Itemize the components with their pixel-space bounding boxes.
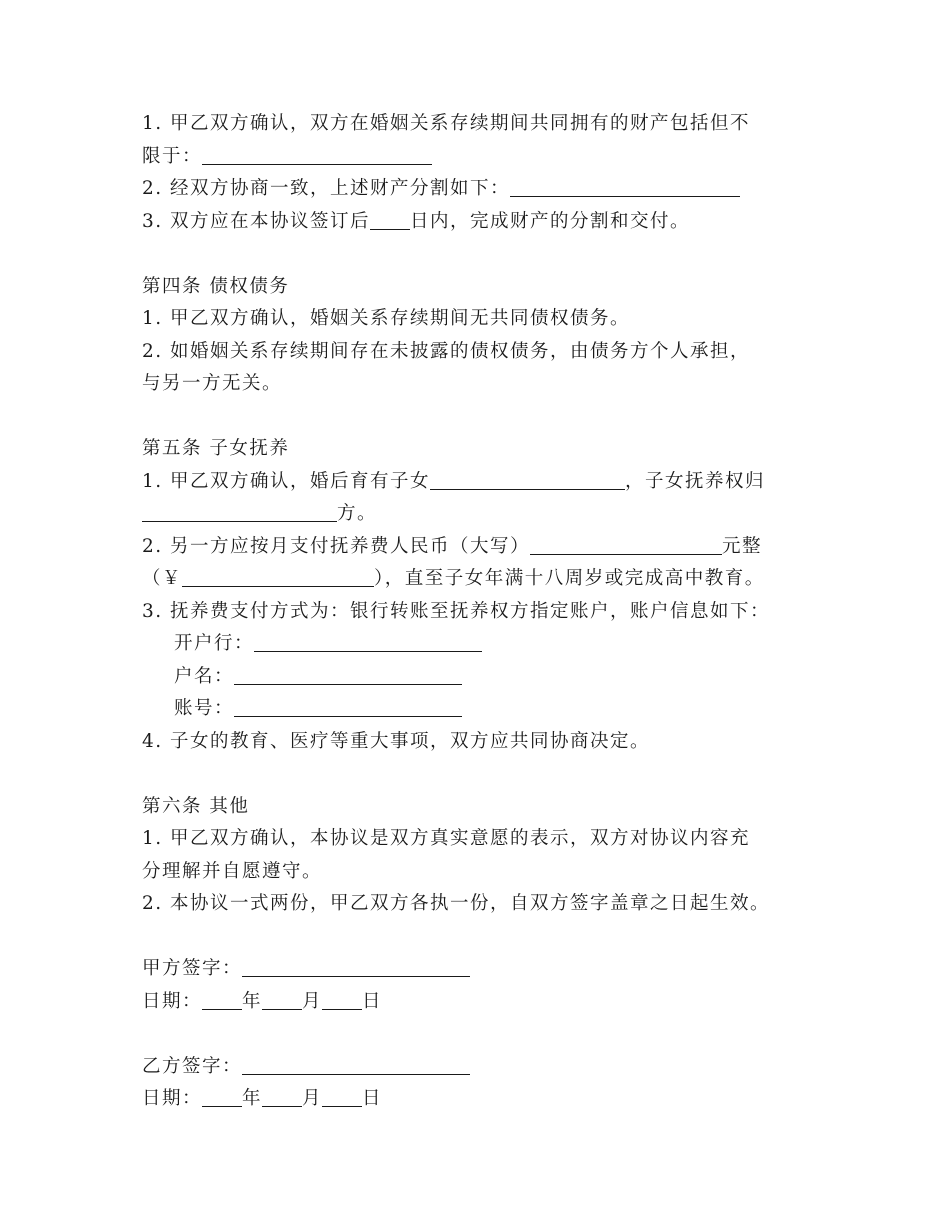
day-label: 日	[362, 990, 383, 1012]
bank-name-row	[142, 628, 842, 661]
clause-text: 元整	[722, 535, 763, 557]
clause-text: 4. 子女的教育、医疗等重大事项，双方应共同协商决定。	[142, 730, 651, 752]
month-label: 月	[302, 990, 323, 1012]
children-clause-2	[142, 531, 842, 564]
debts-clause-2	[142, 336, 842, 369]
other-clause-1-cont	[142, 856, 842, 889]
clause-text: 1. 甲乙双方确认，婚姻关系存续期间无共同债权债务。	[142, 308, 631, 329]
clause-text: 2. 另一方应按月支付抚养费人民币（大写）	[142, 535, 531, 557]
bank-label: 开户行：	[174, 633, 255, 654]
party-a-label: 甲方签字：	[142, 958, 243, 979]
clause-text: 1. 甲乙双方确认，婚后育有子女	[142, 470, 431, 492]
clause-text: 3. 抚养费支付方式为：银行转账至抚养权方指定账户，账户信息如下：	[142, 600, 771, 622]
party-a-signature-blank[interactable]	[242, 956, 470, 977]
clause-text: 1. 甲乙双方确认，双方在婚姻关系存续期间共同拥有的财产包括但不	[142, 113, 751, 134]
day-blank[interactable]	[322, 1086, 362, 1107]
party-b-date-row	[142, 1083, 842, 1116]
account-name-label: 户名：	[174, 665, 235, 687]
account-name-blank[interactable]	[234, 664, 462, 685]
section-title: 第五条 子女抚养	[142, 438, 290, 459]
date-label: 日期：	[142, 990, 203, 1012]
party-a-signature-row	[142, 953, 842, 986]
section-title: 第六条 其他	[142, 795, 250, 817]
agreement-page	[142, 108, 842, 1116]
debts-clause-2-cont	[142, 368, 842, 401]
property-clause-1-cont	[142, 141, 842, 174]
party-b-signature-blank[interactable]	[242, 1054, 470, 1075]
year-label: 年	[242, 990, 263, 1012]
clause-text: 2. 本协议一式两份，甲乙双方各执一份，自双方签字盖章之日起生效。	[142, 893, 771, 914]
month-label: 月	[302, 1088, 323, 1109]
days-blank[interactable]	[370, 209, 410, 230]
clause-text: 日内，完成财产的分割和交付。	[410, 210, 691, 232]
party-b-label: 乙方签字：	[142, 1055, 243, 1077]
other-clause-2	[142, 888, 842, 921]
debts-clause-1	[142, 303, 842, 336]
children-clause-4	[142, 726, 842, 759]
year-label: 年	[242, 1088, 263, 1109]
property-clause-3	[142, 206, 842, 239]
clause-text: 1. 甲乙双方确认，本协议是双方真实意愿的表示，双方对协议内容充	[142, 828, 751, 849]
custody-party-blank[interactable]	[142, 501, 337, 522]
support-amount-words-blank[interactable]	[530, 534, 722, 555]
section-heading-other	[142, 791, 842, 824]
section-title: 第四条 债权债务	[142, 275, 290, 297]
clause-text: ，子女抚养权归	[625, 470, 766, 492]
children-clause-2-cont	[142, 563, 842, 596]
property-clause-1	[142, 108, 842, 141]
children-clause-1-cont	[142, 498, 842, 531]
account-number-row	[142, 693, 842, 726]
clause-text: 限于：	[142, 145, 203, 167]
support-amount-number-blank[interactable]	[182, 566, 374, 587]
month-blank[interactable]	[262, 989, 302, 1010]
day-label: 日	[362, 1088, 383, 1109]
account-number-label: 账号：	[174, 698, 235, 719]
party-b-signature-row	[142, 1051, 842, 1084]
clause-text: 分理解并自愿遵守。	[142, 860, 323, 882]
clause-text: 2. 经双方协商一致，上述财产分割如下：	[142, 178, 511, 199]
children-clause-3	[142, 596, 842, 629]
day-blank[interactable]	[322, 989, 362, 1010]
children-blank[interactable]	[430, 469, 625, 490]
bank-name-blank[interactable]	[254, 631, 482, 652]
clause-text: （￥	[142, 568, 183, 589]
children-clause-1	[142, 466, 842, 499]
other-clause-1	[142, 823, 842, 856]
party-a-date-row	[142, 986, 842, 1019]
year-blank[interactable]	[202, 1086, 242, 1107]
account-number-blank[interactable]	[234, 696, 462, 717]
section-heading-debts	[142, 271, 842, 304]
date-label: 日期：	[142, 1088, 203, 1109]
property-clause-2	[142, 173, 842, 206]
section-heading-children	[142, 433, 842, 466]
clause-text: 与另一方无关。	[142, 373, 283, 394]
clause-text: ），直至子女年满十八周岁或完成高中教育。	[374, 568, 765, 589]
account-name-row	[142, 661, 842, 694]
clause-text: 方。	[337, 503, 378, 524]
clause-text: 3. 双方应在本协议签订后	[142, 210, 371, 232]
month-blank[interactable]	[262, 1086, 302, 1107]
property-division-blank[interactable]	[510, 176, 740, 197]
year-blank[interactable]	[202, 989, 242, 1010]
property-list-blank[interactable]	[202, 144, 432, 165]
clause-text: 2. 如婚姻关系存续期间存在未披露的债权债务，由债务方个人承担，	[142, 340, 751, 362]
